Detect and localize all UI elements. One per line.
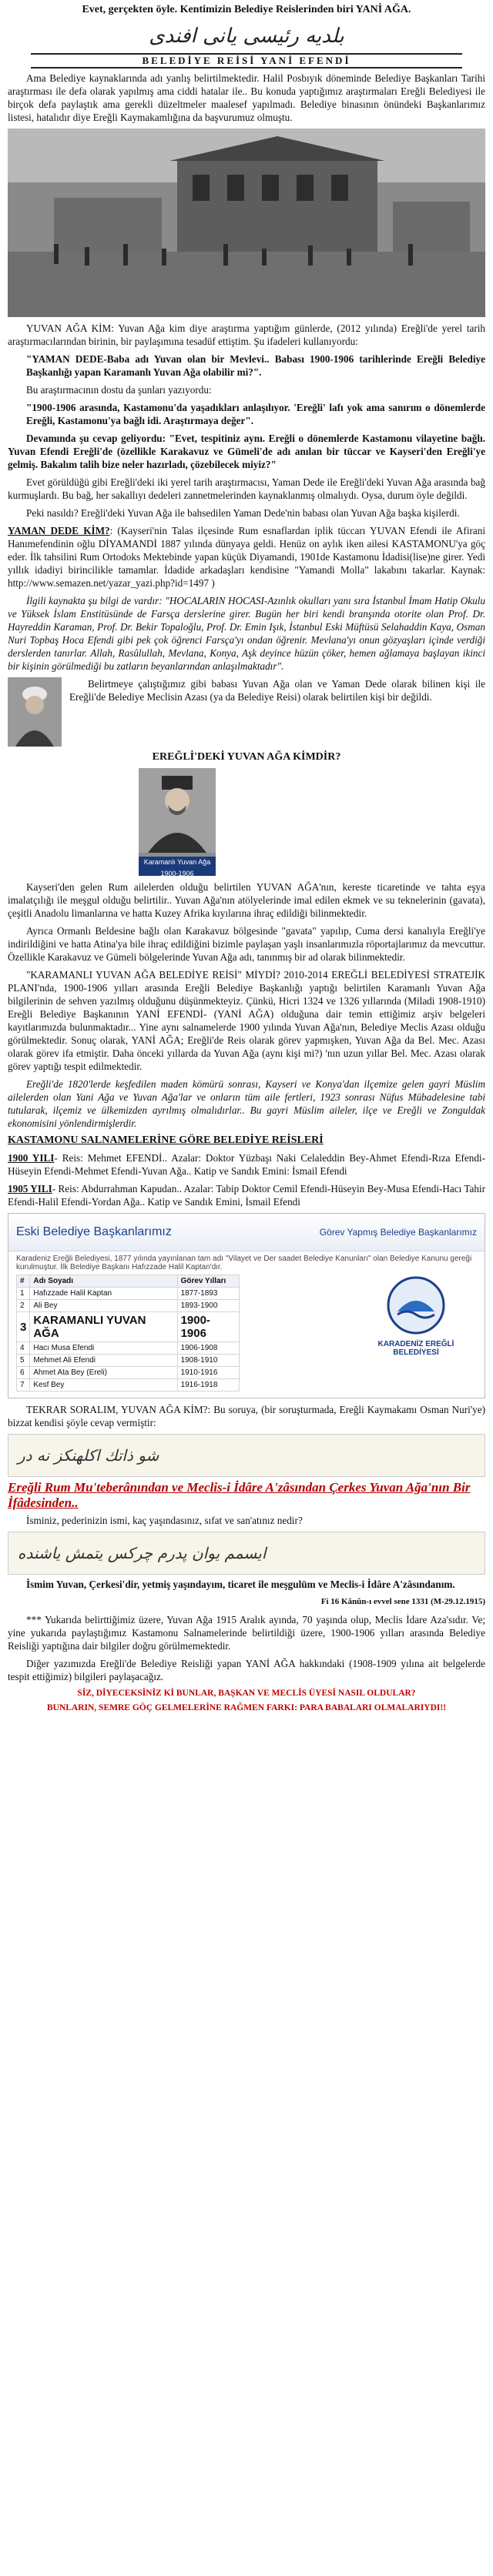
year-1900-text: - Reis: Mehmet EFENDİ.. Azalar: Doktor Yüzbaşı Naki Celaleddin Bey-Ahmet Efendi-Rıza Efendi-Hüseyin Efendi-Mehmet Efendi-Yuvan Ağa.. Katip ve Sandık Emini: İsmail Efendi — [8, 1152, 485, 1177]
ottoman-script-banner: بلدیه رئیسی یانی افندی — [149, 25, 344, 48]
table-row: 4 Hacı Musa Efendi 1906-1908 — [17, 1342, 240, 1355]
table-row-highlighted: 3 KARAMANLI YUVAN AĞA 1900-1906 — [17, 1312, 240, 1342]
year-1900-label: 1900 YILI — [8, 1152, 55, 1164]
paragraph-hocalarin-hocasi: İlgili kaynakta şu bilgi de vardır: "HOCALARIN HOCASI-Azınlık okulları yanı sıra İstanbul İmam Hatip Okulu ve Yüksek İslam Enstitüsünde de Farsça derslerine girer. Bugün her biri kendi branşında otorite olan Prof. Dr. Hayreddin Karaman, Prof. Dr. Bekir Topaloğlu, Prof. Dr. Emin Işık, İstanbul Eski Müftüsü Selahaddin Kaya, Osman Nuri Topbaş Hoca Efendi gibi pek çok öğrenci Farsça'yı ondan öğrenir. Mevlana'yı onun gözyaşları içinde verdiği derslerden tanırlar. Allah, Rasûlullah, Mevlana, Konya, Aşk deyince hüzün çöker, hemen ağlamaya başlayan ikinci bir kişinin görülmediği bu zatların beyanlarından anlaşılmaktadır". — [8, 595, 485, 672]
screenshot-note: Karadeniz Ereğli Belediyesi, 1877 yılında yayınlanan tam adı "Vilayet ve Der saadet Belediye Kanunları" olan Belediye Kanunu gereği kurulmuştur. İlk Belediye Başkanı Hafızzade Halil Kaptan'dır. — [16, 1255, 472, 1271]
quote-kastamonu: "1900-1906 arasında, Kastamonu'da yaşadıkları anlaşılıyor. 'Ereğli' lafı yok ama sanırım o dönemlerde Ereğli, Kastamonu'ya bağlı idi. Araştırmaya değer". — [26, 402, 485, 426]
portrait-caption-years: 1900-1906 — [139, 867, 216, 876]
paragraph-not-same: Belirtmeye çalıştığımız gibi babası Yuvan Ağa olan ve Yaman Dede olarak bilinen kişi ile Ereğli'de Belediye Meclisin Azası (ya da Belediye Reisi) olarak belirtilen kişi bir değildi. — [69, 678, 485, 703]
paragraph-question-2: İsminiz, pederinizin ismi, kaç yaşındasınız, sıfat ve san'atınız nedir? — [26, 1515, 303, 1526]
screenshot-header — [8, 1214, 485, 1251]
date-note: Fi 16 Kânûn-ı evvel sene 1331 (M-29.12.1915) — [320, 1597, 485, 1606]
municipality-website-screenshot — [8, 1213, 485, 1398]
yaman-dede-heading: YAMAN DEDE KİM? — [8, 525, 110, 536]
quote-yaman-dede: "YAMAN DEDE-Baba adı Yuvan olan bir Mevlevi.. Babası 1900-1906 tarihlerinde Ereğli Belediye Başkanlığı yapan Karamanlı Yuvan Ağa olabilir mi?". — [26, 353, 485, 378]
paragraph-1900 — [8, 1151, 485, 1178]
yaman-dede-row — [8, 677, 485, 747]
section-heading-eregli-yuvan: EREĞLİ'DEKİ YUVAN AĞA KİMDİR? — [152, 751, 341, 763]
paragraph-ask-again: TEKRAR SORALIM, YUVAN AĞA KİM?: Bu soruya, (bir soruşturmada, Ereğli Kaymakamı Osman Nuri'ye) bizzat kendisi şöyle cevap vermiştir: — [8, 1404, 485, 1428]
handwritten-document-1: شو ذاتك اكلهنكز نه در — [8, 1434, 485, 1477]
screenshot-header-right: Görev Yapmış Belediye Başkanlarımız — [319, 1227, 477, 1238]
mayors-table — [16, 1275, 240, 1392]
table-row: 1 Hafızzade Halil Kaptan 1877-1893 — [17, 1288, 240, 1300]
table-row: 2 Ali Bey 1893-1900 — [17, 1300, 240, 1312]
paragraph-next-article: Diğer yazımızda Ereğli'de Belediye Reisliği yapan YANİ AĞA hakkındaki (1908-1909 yılına ait belgelerde tespit ettiğimiz) bilgileri paylaşacağız. — [8, 1658, 485, 1682]
paragraph-answer: Devamında şu cevap geliyordu: "Evet, tespitiniz aynı. Ereğli o dönemlerde Kastamonu vilayetine bağlı. Yuvan Efendi Ereğli'de (özellikle Karakavuz ve Gümeli'de adı anılan bir tüccar ve Kayseri'den Ereğli'ye gelmiş. Bakalım talih bize neler hazırladı, çözebilecek miyiz?" — [8, 433, 485, 470]
paragraph-friend: Bu araştırmacının dostu da şunları yazıyordu: — [26, 384, 212, 396]
table-header-row — [17, 1275, 240, 1288]
intro-line: Evet, gerçekten öyle. Kentimizin Belediye Reislerinden biri YANİ AĞA. — [82, 4, 411, 15]
paragraph-gavata: Ayrıca Ormanlı Beldesine bağlı olan Karakavuz bölgesinde "gavata" yapılıp, Cuma dersi kanalıyla Ereğli'ye indirildiğini ve hatta Atina'ya bile ihraç edildiğini bizimle paylaşan yaşlı insanlarımızla röportajlarımız da mevcuttur. Özellikle Karakavuz ve Gümeli bölgelerinde Yuvan Ağa adı, tanınmış bir ad olarak bilinmektedir. — [8, 925, 485, 963]
yaman-dede-photo — [8, 677, 62, 747]
portrait-caption-name: Karamanlı Yuvan Ağa — [139, 857, 216, 867]
paragraph-conclusion: *** Yukarıda belirttiğimiz üzere, Yuvan Ağa 1915 Aralık ayında, 70 yaşında olup, Meclis İdare Aza'sıdır. Ve; yine yukarıda paylaştığımız Kastamonu Salnamelerinde belirtildiği üzere, 1900-1906 yılları arasında Belediye Reisliği yaptığına dair bilgiler doğru görülmemektedir. — [8, 1614, 485, 1652]
table-row: 5 Mehmet Ali Efendi 1908-1910 — [17, 1355, 240, 1367]
table-header-years: Görev Yılları — [177, 1275, 239, 1288]
portrait-man-icon — [139, 768, 216, 853]
paragraph-answer-2: İsmim Yuvan, Çerkesi'dir, yetmiş yaşındayım, ticaret ile meşgulüm ve Meclis-i İdâre A'zâsındanım. — [26, 1579, 455, 1590]
footer-line-2: BUNLARIN, SEMRE GÖÇ GELMELERİNE RAĞMEN FARKI: PARA BABALARI OLMALARIYDI!! — [46, 1703, 447, 1712]
paragraph-question: Peki nasıldı? Ereğli'deki Yuvan Ağa ile bahsedilen Yaman Dede'nin babası olan Yuvan Ağa başka kişilerdi. — [26, 507, 460, 519]
municipality-logo — [358, 1275, 474, 1357]
municipality-logo-text: KARADENİZ EREĞLİ BELEDİYESİ — [377, 1340, 454, 1357]
paragraph-who-is-yuvan: YUVAN AĞA KİM: Yuvan Ağa kim diye araştırma yaptığım günlerde, (2012 yılında) Ereğli'de yerel tarih araştırmacılarından birinin, bir paylaşımına tesadüf ettiştim. Şu ifadeleri kullanıyordu: — [8, 322, 485, 347]
paragraph-link: Evet görüldüğü gibi Ereğli'deki iki yerel tarih araştırmacısı, Yaman Dede ile Ereğli'deki Yuvan Ağa arasında bağ kurmuşlardı. Bu bağ, her sakallıyı dedeleri zannetmelerinden kaynaklanmış olmalıydı. Oysa, durum öyle değildi. — [8, 476, 485, 501]
paragraph-coal: Ereğli'de 1820'lerde keşfedilen maden kömürü sonrası, Kayseri ve Konya'dan ilçemize gelen gayri Müslim ailelerden olan Yani Ağa ve Yuvan Ağa'lar ve onların tüm aile fertleri, 1923 sonrası Nüfus Mübadelesine tabi tutularak, ilçemiz ve ülkemizden ayrılmış olmalıdırlar.. Bu gayri Müslim aileler, ilçe ve Ereğli ve Zonguldak ekonomisini yönlendirmişlerdir. — [8, 1078, 485, 1129]
banner-title: BELEDİYE REİSİ YANİ EFENDİ — [31, 53, 462, 68]
paragraph-yaman-dede-bio — [8, 524, 485, 590]
yuvan-aga-portrait — [139, 768, 216, 876]
table-row: 6 Ahmet Ata Bey (Ereli) 1910-1916 — [17, 1367, 240, 1379]
screenshot-page-title: Eski Belediye Başkanlarımız — [16, 1225, 172, 1238]
yaman-dede-text: : (Kayseri'nin Talas ilçesinde Rum esnaflardan iplik tüccarı YUVAN Efendi ile Afirani Hanımefendinin oğlu DİYAMANDİ 1887 yılında dünyaya geldi. Henüz on aylık iken ailesi KASTAMONU'ya göç eder. İlk tahsilini Rum Ortodoks Mektebinde yapan küçük Diyamandi, 1901de Kastamonu İdadisi(lise)ne girer. Yedi yıllık idadiyi birincilikle tamamlar. İdadide arkadaşları kendisine "Yamandi Molla" lakabını takarlar. Kaynak: http://www.semazen.net/yazar_yazi.php?id=1497 ) — [8, 525, 485, 589]
article — [0, 3, 493, 2576]
table-row: 7 Kesf Bey 1916-1918 — [17, 1379, 240, 1392]
section-heading-salnameler: KASTAMONU SALNAMELERİNE GÖRE BELEDİYE REİSLERİ — [8, 1134, 324, 1146]
municipality-logo-icon — [385, 1275, 447, 1336]
paragraph-yuvan-trade: Kayseri'den gelen Rum ailelerden olduğu belirtilen YUVAN AĞA'nın, kereste ticaretinde ve tahta eşya imalatçılığı ile meşgul olduğu belirtilir.. Yuvan Ağa'nın atölyelerinde imal edilen ekmek ve su teknelerinin (gavata), çeşitli Anadolu limanlarına ve hatta Kuzey Afrika kıyılarına ihraç edildiği bilinmektedir. — [8, 881, 485, 919]
red-subtitle: Ereğli Rum Mu'teberânından ve Meclis-i İdâre A'zâsından Çerkes Yuvan Ağa'nın Bir İfâdesinden.. — [8, 1480, 471, 1510]
paragraph-intro: Ama Belediye kaynaklarında adı yanlış belirtilmektedir. Halil Posbıyık döneminde Belediye Başkanları Tarihi araştırması ile defa olarak yapılmış ama ciddi hatalar ile.. Bu konuda yaptığımız araştırmaları Ereğli Belediyesi ile birçok defa paylaştık ama gerekli düzeltmeler maalesef yapılmadı. Belediye binasının önündeki Başkanlarımız listesi, hatalıdır diye Ereğli Kaymakamlığına da başvurumuz olmuştu. — [8, 72, 485, 123]
portrait-silhouette-icon — [8, 677, 62, 747]
year-1905-text: - Reis: Abdurrahman Kapudan.. Azalar: Tabip Doktor Cemil Efendi-Hüseyin Bey-Musa Efendi-Hacı Tahir Efendi-Halil Efendi-Yordan Ağa.. Katip ve Sandık Emini, İsmail Efendi — [8, 1183, 485, 1208]
paragraph-1905 — [8, 1182, 485, 1208]
screenshot-body — [8, 1275, 485, 1398]
handwritten-document-2: ایسمم یوان پدرم چرکس یتمش یاشنده — [8, 1532, 485, 1575]
year-1905-label: 1905 YILI — [8, 1183, 52, 1194]
table-header-name: Adı Soyadı — [30, 1275, 177, 1288]
footer-line-1: SİZ, DİYECEKSİNİZ Kİ BUNLAR, BAŞKAN VE MECLİS ÜYESİ NASIL OLDULAR? — [77, 1689, 416, 1698]
table-header-no: # — [17, 1275, 30, 1288]
paragraph-strategic-plan: "KARAMANLI YUVAN AĞA BELEDİYE REİSİ" MİYDİ? 2010-2014 EREĞLİ BELEDİYESİ STRATEJİK PLANI'nda, 1900-1906 yılları arasında Ereğli Belediye Başkanlığı yaptığı belirtilen Karamanlı Yuvan Ağa bilgilerinin de sehven yazılmış olduğunu düşünmekteyiz. Çünkü, Hicri 1324 ve 1326 yıllarında (Miladi 1908-1910) Ereğli Belediye Başkanının YANİ EFENDİ- (YANİ AĞA) olduğuna dair temin ettiğimiz arşiv belgeleri kayıtlarımızda bulunmaktadır... Yine aynı salnamelerde 1900 yılında Yuvan Ağa'nın, Belediye Meclis Azası olduğu görülmektedir. Sonuç olarak, YANİ AĞA; Ereğli'de Reis olarak görev yapmışken, Yuvan Ağa da Bel. Mec. Azası olarak görev ifa etmiştir. Daha önceki yıllarda da Yuvan Ağa (aynı kişi mi?) 'nın uzun yıllar Bel. Mec. Azası olarak görev yaptığı tespit edilmektedir. — [8, 969, 485, 1072]
historic-building-illustration — [8, 129, 485, 317]
historic-building-photo — [8, 129, 485, 317]
